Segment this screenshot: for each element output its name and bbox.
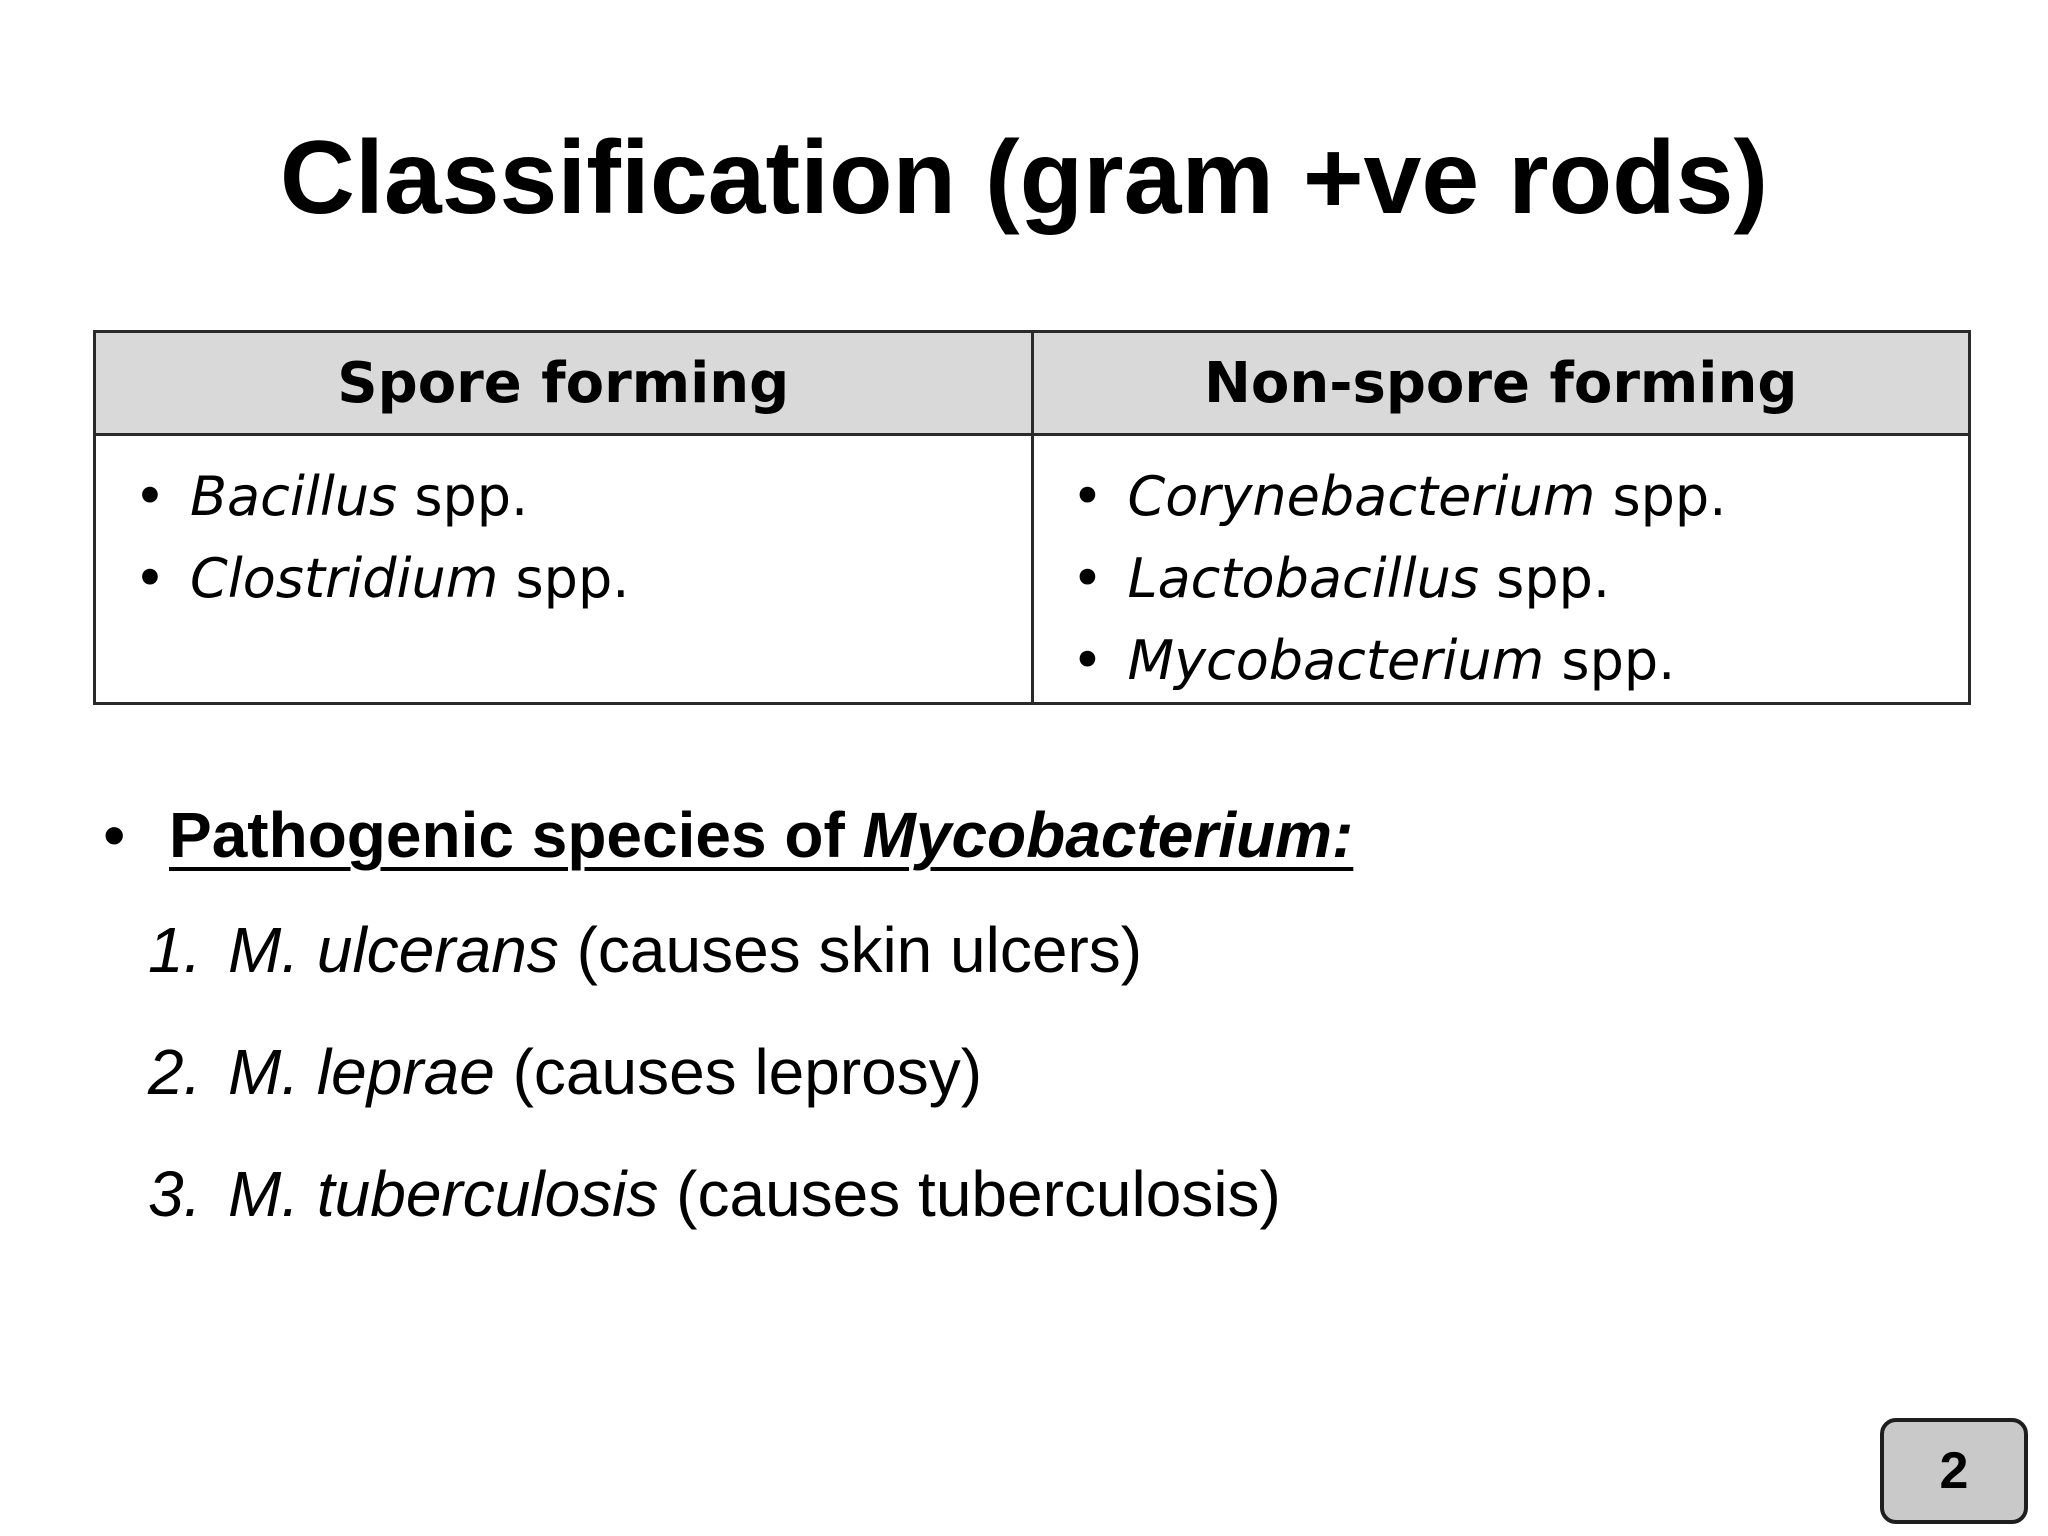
genus-suffix: spp. xyxy=(1544,629,1676,692)
table-row xyxy=(95,435,1970,704)
heading-prefix: Pathogenic species of xyxy=(169,799,863,871)
bullet-icon: • xyxy=(134,547,166,610)
spore-forming-cell xyxy=(95,435,1033,704)
species-note: (causes skin ulcers) xyxy=(558,914,1143,986)
genus-name: Bacillus xyxy=(190,465,398,528)
bullet-icon: • xyxy=(103,799,126,871)
non-spore-forming-list xyxy=(1034,436,1969,702)
bullet-icon: • xyxy=(134,465,166,528)
bullet-icon: • xyxy=(1071,629,1104,692)
list-item xyxy=(148,910,1281,1032)
genus-name: Lactobacillus xyxy=(1127,547,1480,610)
genus-suffix: spp. xyxy=(498,547,630,610)
pathogenic-species-list xyxy=(148,910,1281,1276)
list-item xyxy=(1072,538,1969,620)
genus-name: Corynebacterium xyxy=(1127,465,1596,528)
genus-name: Mycobacterium xyxy=(1127,629,1545,692)
list-item xyxy=(1072,456,1969,538)
genus-name: Clostridium xyxy=(190,547,499,610)
item-number: 2. xyxy=(148,1036,202,1108)
species-note: (causes leprosy) xyxy=(494,1036,983,1108)
pathogenic-heading-text xyxy=(169,799,1353,871)
non-spore-forming-cell xyxy=(1032,435,1970,704)
bullet-icon: • xyxy=(1071,547,1104,610)
table-header-row xyxy=(95,332,1970,435)
item-number: 1. xyxy=(148,914,202,986)
header-spore-forming: Spore forming xyxy=(95,332,1033,435)
list-item xyxy=(148,1154,1281,1276)
genus-suffix: spp. xyxy=(397,465,529,528)
list-item xyxy=(1072,620,1969,702)
genus-suffix: spp. xyxy=(1595,465,1727,528)
species-name: M. ulcerans xyxy=(228,914,559,986)
heading-genus: Mycobacterium: xyxy=(862,799,1354,871)
page-number-badge: 2 xyxy=(1880,1418,2028,1524)
header-non-spore-forming: Non-spore forming xyxy=(1032,332,1970,435)
list-item xyxy=(134,456,1031,538)
genus-suffix: spp. xyxy=(1479,547,1611,610)
list-item xyxy=(148,1032,1281,1154)
list-item xyxy=(134,538,1031,620)
bullet-icon: • xyxy=(1071,465,1104,528)
classification-table xyxy=(93,330,1971,705)
species-name: M. tuberculosis xyxy=(228,1158,659,1230)
species-note: (causes tuberculosis) xyxy=(658,1158,1281,1230)
slide-title: Classification (gram +ve rods) xyxy=(279,120,1769,236)
item-number: 3. xyxy=(148,1158,202,1230)
pathogenic-heading xyxy=(103,795,1353,875)
species-name: M. leprae xyxy=(228,1036,495,1108)
spore-forming-list xyxy=(96,436,1031,620)
